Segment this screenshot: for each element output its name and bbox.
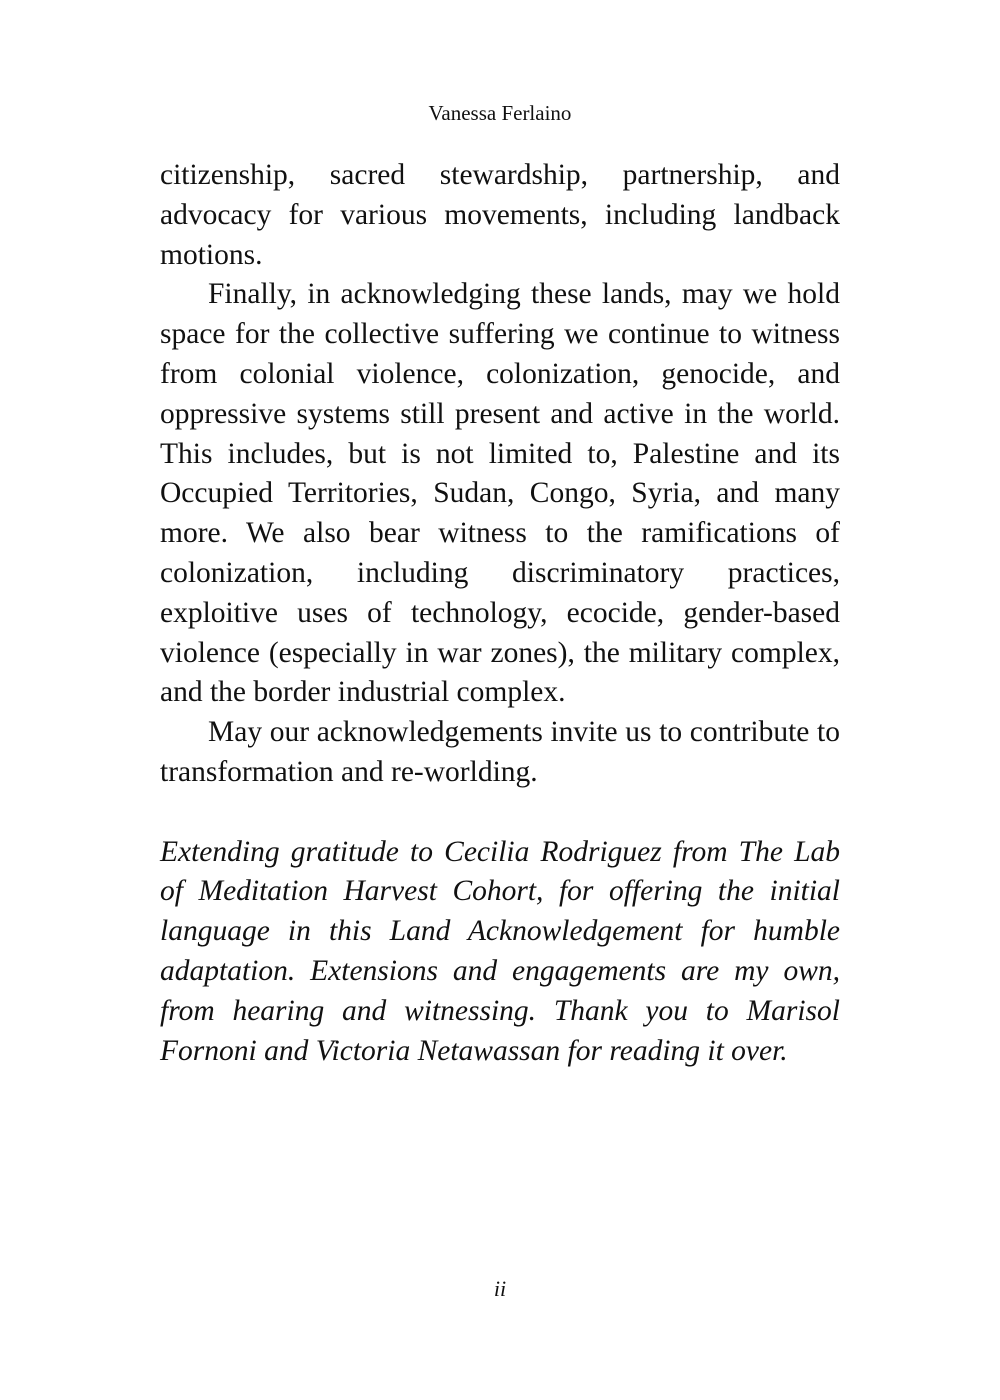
page-number: ii xyxy=(493,1276,507,1301)
paragraph-transformation: May our acknowledgements invite us to contribute to transformation and re-worlding. xyxy=(160,716,840,788)
running-head: Vanessa Ferlaino xyxy=(428,101,572,125)
paragraph-continued: citizenship, sacred stewardship, partnership, and advocacy for various movements, including landback motions. xyxy=(160,159,840,271)
paragraph-collective-suffering: Finally, in acknowledging these lands, may we hold space for the collective suffering we continue to witness from colonial violence, colonization, genocide, and oppressive systems still present and active in the world. This includes, but is not limited to, Palestine and its Occupied Territories, Sudan, Congo, Syria, and many more. We also bear witness to the ramifications of colonization, including discriminatory practices, exploitive uses of technology, ecocide, gender-based violence (especially in war zones), the military complex, and the border industrial complex. xyxy=(160,278,840,709)
acknowledgement-note: Extending gratitude to Cecilia Rodriguez from The Lab of Meditation Harvest Cohort, for offering the initial language in this Land Acknowledgement for humble adaptation. Extensions and engagements are my own, from hearing and witnessing. Thank you to Marisol Fornoni and Victoria Netawassan for reading it over. xyxy=(160,835,840,1067)
main-text xyxy=(160,156,840,1071)
